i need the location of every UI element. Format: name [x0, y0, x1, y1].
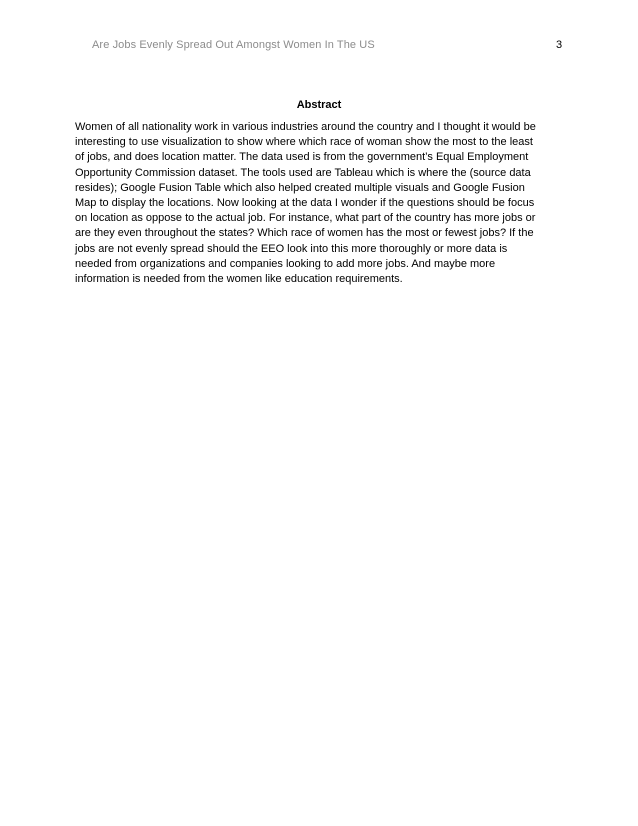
abstract-line: information is needed from the women like education requirements.	[75, 273, 403, 286]
abstract-body	[75, 120, 575, 287]
abstract-line: are they even throughout the states? Which race of women has the most or fewest jobs? If the	[75, 227, 534, 240]
abstract-line: resides); Google Fusion Table which also helped created multiple visuals and Google Fusion	[75, 181, 525, 194]
abstract-heading: Abstract	[296, 99, 342, 111]
page-number: 3	[556, 39, 563, 51]
abstract-line: Opportunity Commission dataset. The tools used are Tableau which is where the (source data	[75, 166, 531, 179]
running-head: Are Jobs Evenly Spread Out Amongst Women In The US	[92, 39, 375, 51]
abstract-line: needed from organizations and companies looking to add more jobs. And maybe more	[75, 257, 496, 270]
abstract-line: of jobs, and does location matter. The data used is from the government’s Equal Employment	[75, 151, 529, 164]
abstract-line: interesting to use visualization to show where which race of woman show the most to the least	[75, 136, 533, 149]
abstract-line: Women of all nationality work in various industries around the country and I thought it would be	[75, 121, 536, 133]
abstract-line: Map to display the locations. Now looking at the data I wonder if the questions should be focus	[75, 197, 535, 210]
abstract-line: on location as oppose to the actual job. For instance, what part of the country has more jobs or	[75, 212, 536, 225]
abstract-line: jobs are not evenly spread should the EEO look into this more thoroughly or more data is	[75, 242, 508, 255]
